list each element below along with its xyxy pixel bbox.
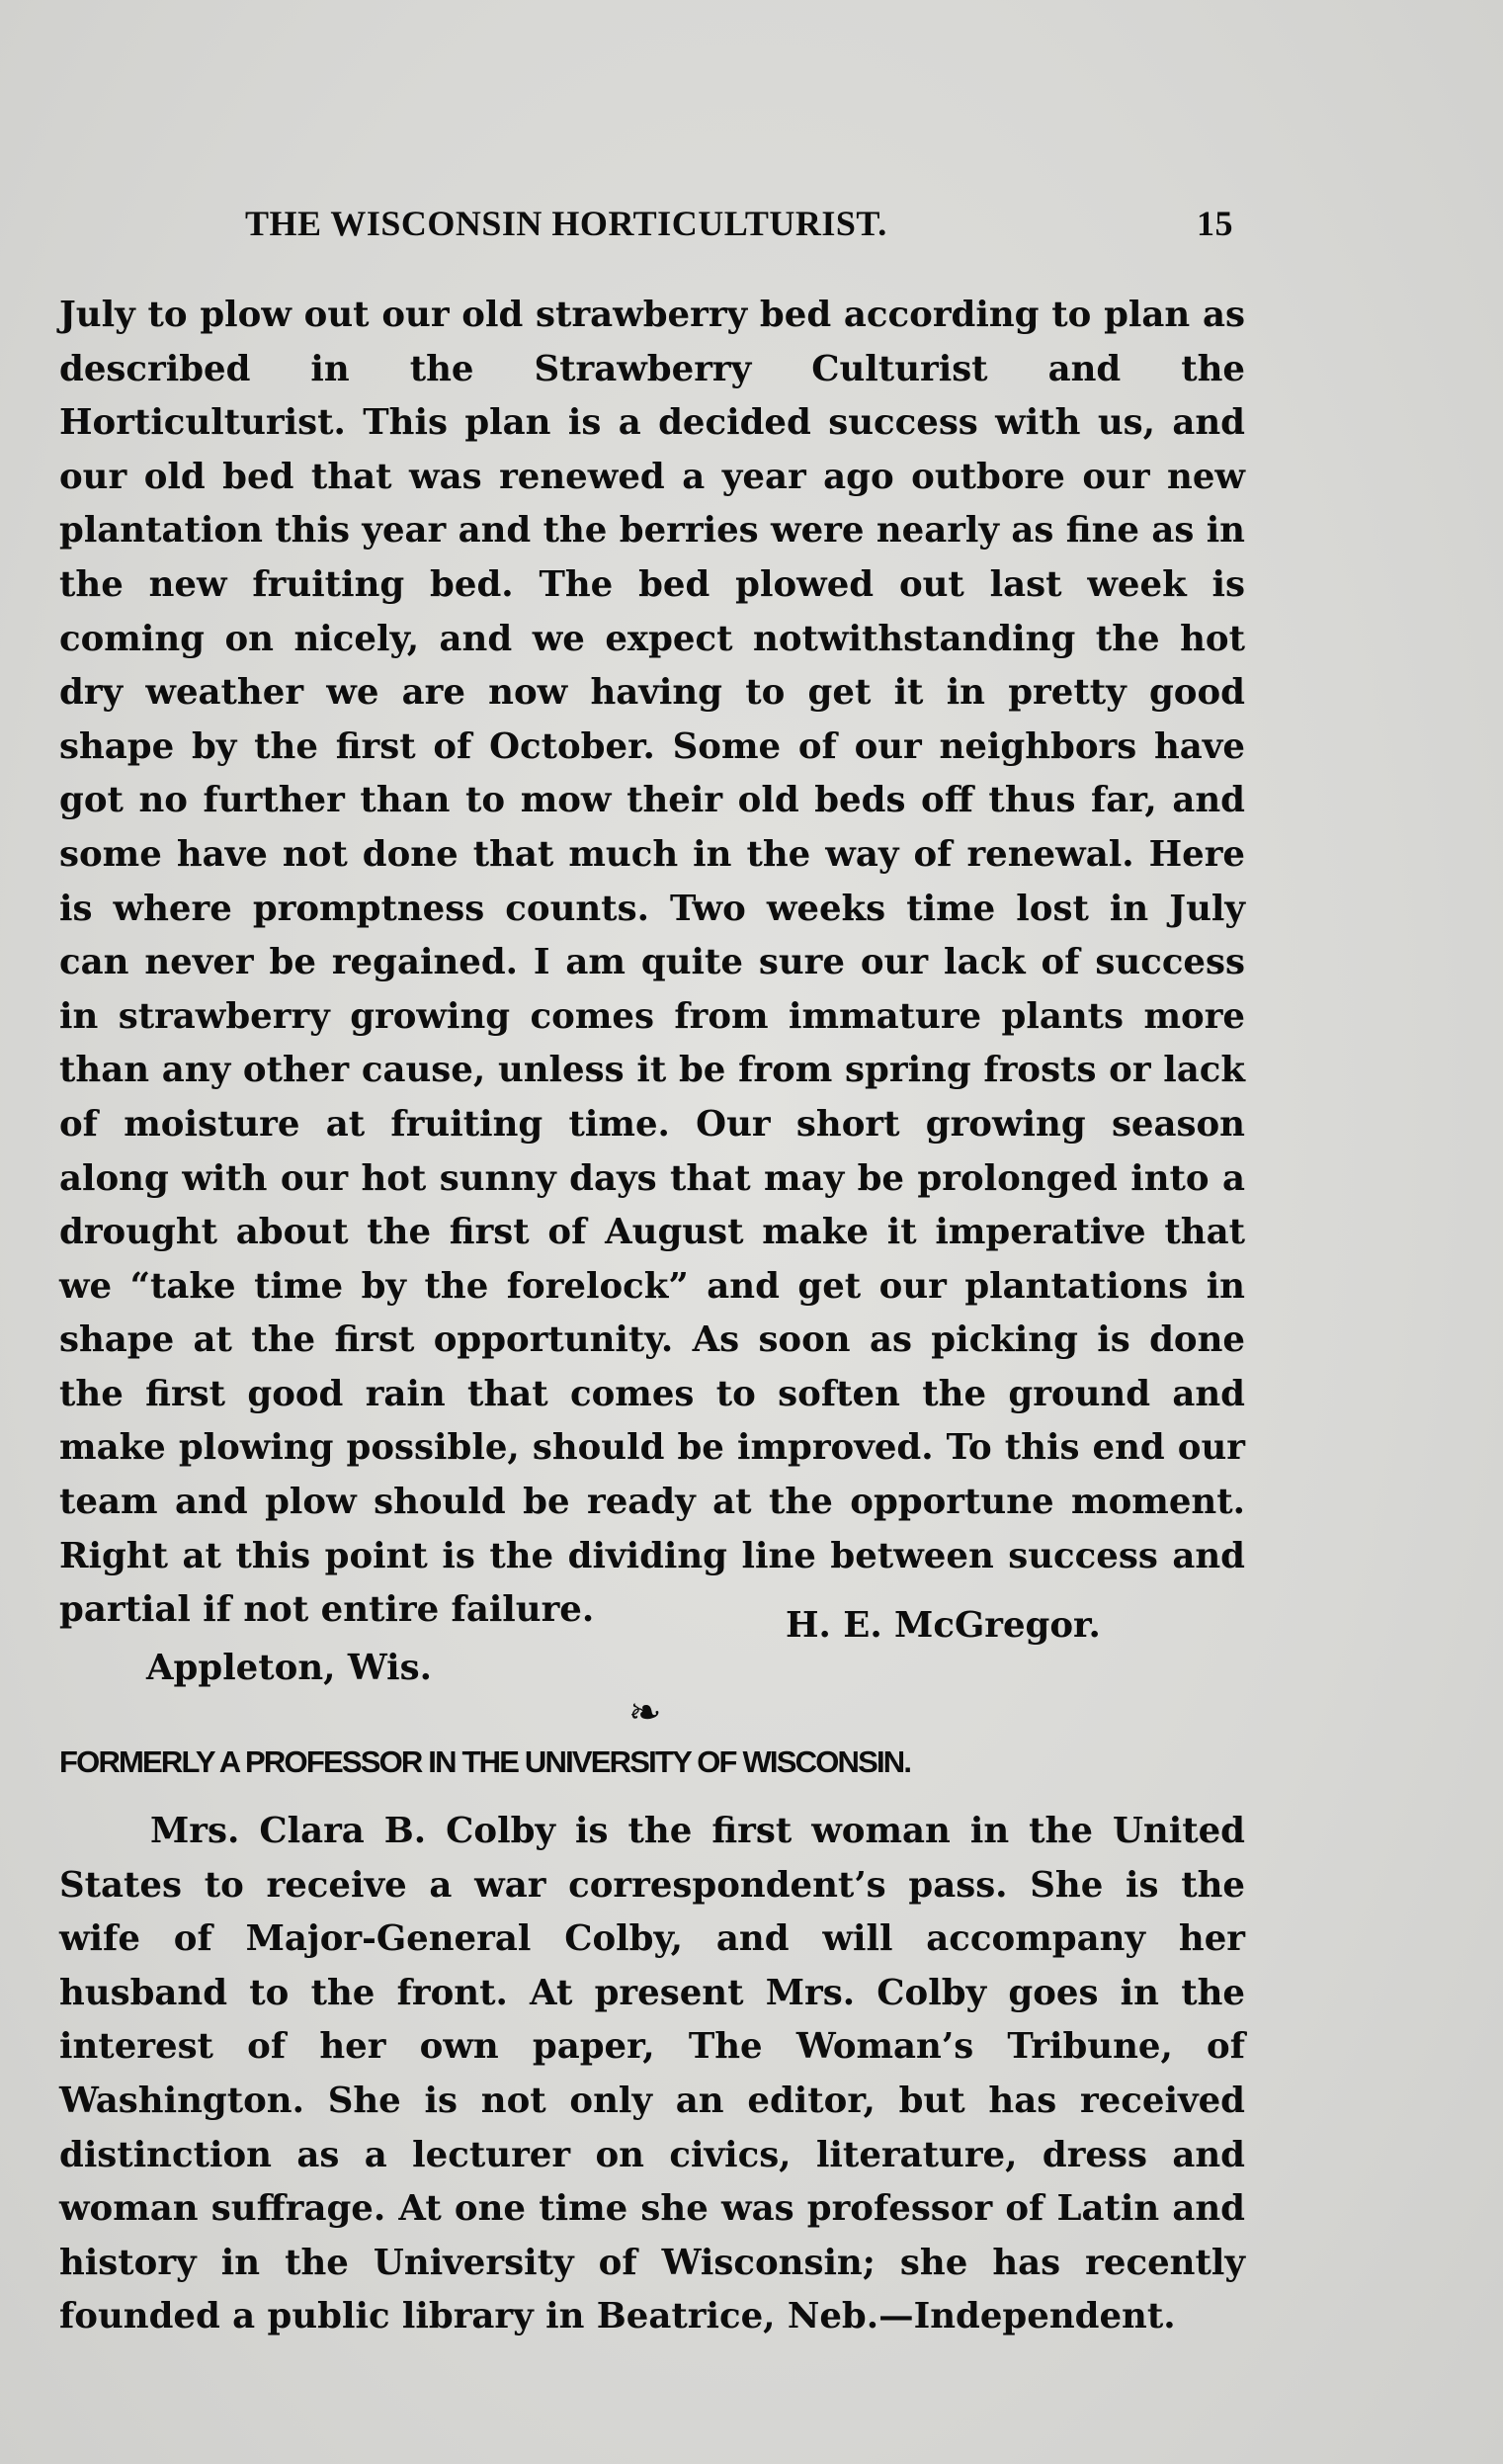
fleuron-ornament: ❧ bbox=[628, 1690, 662, 1736]
author-signature: H. E. McGregor. bbox=[786, 1605, 1101, 1646]
running-title: THE WISCONSIN HORTICULTURIST. bbox=[245, 204, 887, 243]
running-head bbox=[245, 203, 1233, 252]
article-paragraph-2: Mrs. Clara B. Colby is the first woman in the United States to receive a war correspondent’s pass. She is the wife of Major-General Colby, and will accompany her husband to the front. At present Mrs. Colby goes in the interest of her own paper, The Woman’s Tribune, of Washington. She is not only an editor, but has received distinction as a lecturer on civics, literature, dress and woman suffrage. At one time she was professor of Latin and history in the University of Wisconsin; she has recently founded a public library in Beatrice, Neb.—Independent. bbox=[59, 1811, 1245, 2337]
section-heading: FORMERLY A PROFESSOR IN THE UNIVERSITY OF WISCONSIN. bbox=[59, 1744, 911, 1779]
article-paragraph: July to plow out our old strawberry bed according to plan as described in the Strawberry Culturist and the Horticulturist. This plan is a decided success with us, and our old bed that was renewed a year ago outbore our new plantation this year and the berries were nearly as fine as in the new fruiting bed. The bed plowed out last week is coming on nicely, and we expect notwithstanding the hot dry weather we are now having to get it in pretty good shape by the first of October. Some of our neighbors have got no further than to mow their old beds off thus far, and some have not done that much in the way of renewal. Here is where promptness counts. Two weeks time lost in July can never be regained. I am quite sure our lack of success in strawberry growing comes from immature plants more than any other cause, unless it be from spring frosts or lack of moisture at fruiting time. Our short growing season along with our hot sunny days that may be prolonged into a drought about the first of August make it imperative that we “take time by the forelock” and get our plantations in shape at the first opportunity. As soon as picking is done the first good rain that comes to soften the ground and make plowing possible, should be improved. To this end our team and plow should be ready at the opportune moment. Right at this point is the dividing line between success and partial if not entire failure. bbox=[59, 295, 1245, 1631]
dateline-place: Appleton, Wis. bbox=[146, 1648, 432, 1688]
page-number: 15 bbox=[1197, 204, 1233, 243]
